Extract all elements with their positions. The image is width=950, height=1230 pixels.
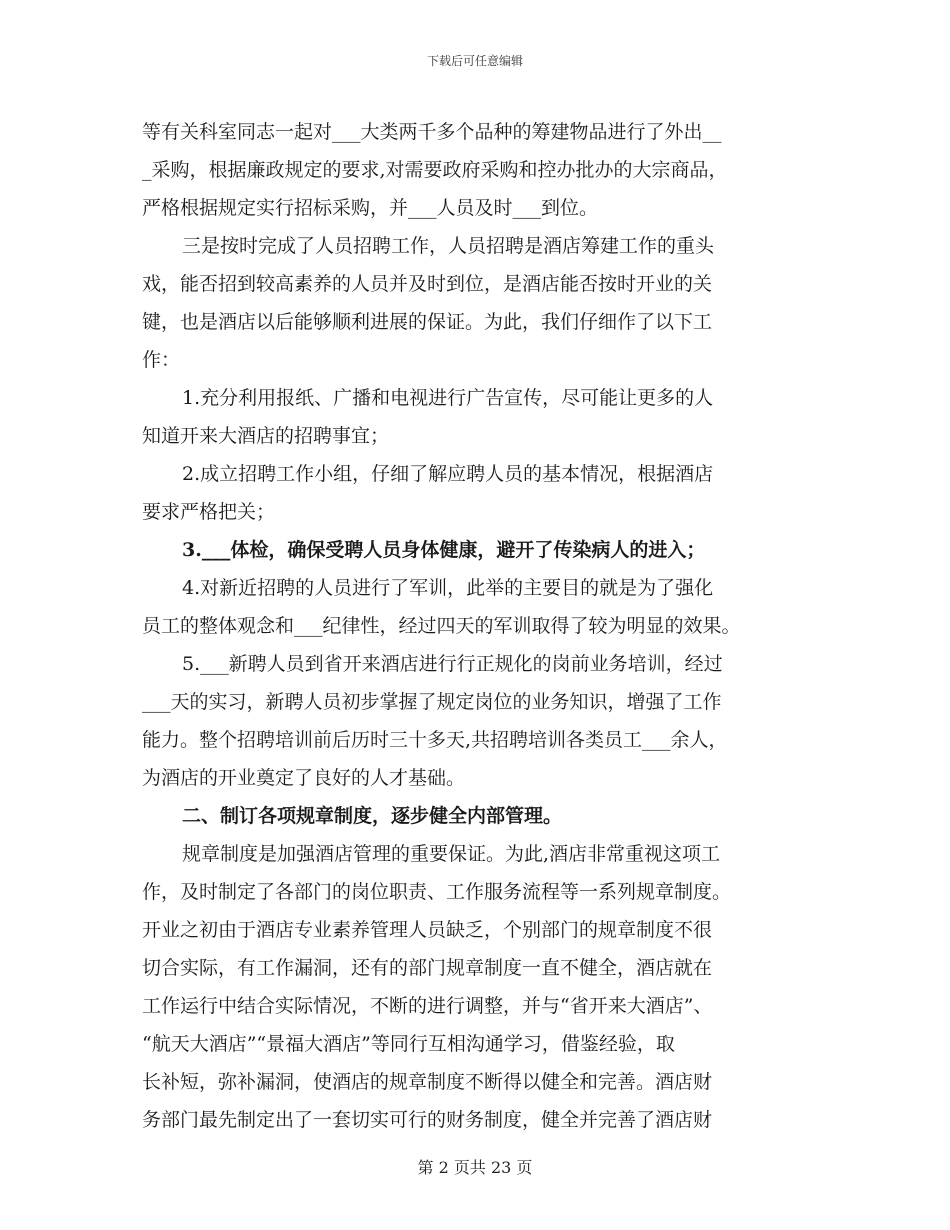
body-line: 要求严格把关；: [142, 501, 276, 523]
body-line: 长补短，弥补漏洞，使酒店的规章制度不断得以健全和完善。酒店财: [142, 1071, 713, 1093]
body-line: ___天的实习，新聘人员初步掌握了规定岗位的业务知识，增强了工作: [142, 691, 722, 713]
body-line: 能力。整个招聘培训前后历时三十多天,共招聘培训各类员工___余人，: [142, 729, 728, 751]
body-line: 员工的整体观念和___纪律性，经过四天的军训取得了较为明显的效果。: [142, 615, 741, 637]
document-body: [142, 113, 812, 1139]
list-item-5: 5.___新聘人员到省开来酒店进行行正规化的岗前业务培训，经过: [182, 653, 723, 675]
body-line: 开业之初由于酒店专业素养管理人员缺乏，个别部门的规章制度不很: [142, 919, 713, 941]
list-item-3-bold: 3.___体检，确保受聘人员身体健康，避开了传染病人的进入；: [182, 539, 706, 561]
body-line: 工作运行中结合实际情况，不断的进行调整，并与“省开来大酒店”、: [142, 995, 713, 1017]
paragraph-start-line: 三是按时完成了人员招聘工作，人员招聘是酒店筹建工作的重头: [182, 235, 715, 257]
body-line: 戏，能否招到较高素养的人员并及时到位，是酒店能否按时开业的关: [142, 273, 713, 295]
body-line: 切合实际，有工作漏洞，还有的部门规章制度一直不健全，酒店就在: [142, 957, 713, 979]
body-line: 为酒店的开业奠定了良好的人才基础。: [142, 767, 466, 789]
body-line: 务部门最先制定出了一套切实可行的财务制度，健全并完善了酒店财: [142, 1109, 713, 1131]
body-line: _采购，根据廉政规定的要求,对需要政府采购和控办批办的大宗商品，: [142, 159, 728, 181]
page-footer: 第 2 页共 23 页: [417, 1158, 533, 1177]
list-item-1: 1.充分利用报纸、广播和电视进行广告宣传，尽可能让更多的人: [182, 387, 714, 409]
body-line: 作：: [142, 349, 181, 371]
body-line: 知道开来大酒店的招聘事宜；: [142, 425, 390, 447]
body-line: 键，也是酒店以后能够顺利进展的保证。为此，我们仔细作了以下工: [142, 311, 713, 333]
page-header: 下载后可任意编辑: [426, 54, 523, 68]
paragraph-start-line: 规章制度是加强酒店管理的重要保证。为此,酒店非常重视这项工: [182, 843, 721, 865]
list-item-2: 2.成立招聘工作小组，仔细了解应聘人员的基本情况，根据酒店: [182, 463, 714, 485]
section-heading: 二、制订各项规章制度，逐步健全内部管理。: [182, 805, 563, 827]
body-line: 等有关科室同志一起对___大类两千多个品种的筹建物品进行了外出__: [142, 121, 722, 143]
body-line: 严格根据规定实行招标采购，并___人员及时___到位。: [142, 197, 599, 219]
body-line: “航天大酒店”“景福大酒店”等同行互相沟通学习，借鉴经验，取: [142, 1033, 675, 1055]
body-line: 作，及时制定了各部门的岗位职责、工作服务流程等一系列规章制度。: [142, 881, 732, 903]
list-item-4: 4.对新近招聘的人员进行了军训，此举的主要目的就是为了强化: [182, 577, 714, 599]
